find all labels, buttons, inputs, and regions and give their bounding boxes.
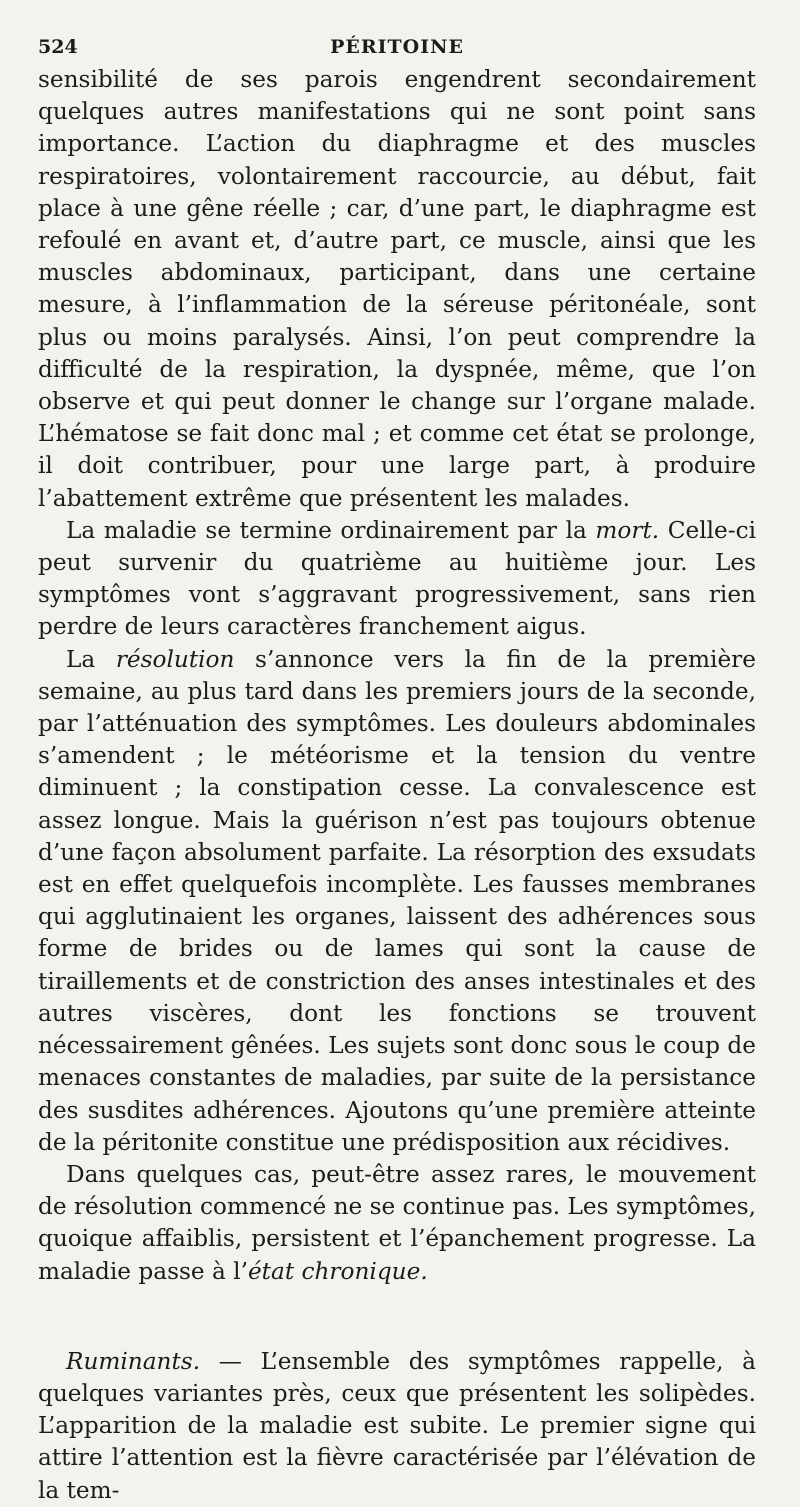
italic-heading-ruminants: Ruminants. [66, 1347, 201, 1375]
page-number: 524 [38, 36, 78, 58]
text-segment: La [66, 645, 116, 673]
text-segment: — L’ensemble des symptômes rappelle, à quelques variantes près, ceux que présentent les solipèdes. L’apparition de la maladie est subite. Le premier signe qui attire l’attention est la fièvre caractérisée par l’élévation de la tem- [38, 1347, 756, 1504]
paragraph-resolution [38, 644, 756, 1159]
text-segment: Dans quelques cas, peut-être assez rares, le mouvement de résolution commencé ne se continue pas. Les symptômes, quoique affaiblis, persistent et l’épanchement progresse. La maladie passe à l’ [38, 1160, 756, 1285]
paragraph-symptoms-respiration [38, 64, 756, 515]
italic-term-mort: mort. [595, 516, 660, 544]
paragraph-ruminants [38, 1346, 756, 1507]
body-text [38, 64, 756, 1507]
paragraph-death [38, 515, 756, 644]
running-title: PÉRITOINE [330, 36, 464, 58]
text-segment: La maladie se termine ordinairement par la [66, 516, 596, 544]
running-head [38, 30, 756, 64]
italic-term-resolution: résolution [115, 645, 235, 673]
text-segment: sensibilité de ses parois engendrent secondairement quelques autres manifestations qui ne sont point sans importance. L’action du diaphragme et des muscles respiratoires, volontairement raccourcie, au début, fait place à une gêne réelle ; car, d’une part, le diaphragme est refoulé en avant et, d’autre part, ce muscle, ainsi que les muscles abdominaux, participant, dans une certaine mesure, à l’inflammation de la séreuse péritonéale, sont plus ou moins paralysés. Ainsi, l’on peut comprendre la difficulté de la respiration, la dyspnée, même, que l’on observe et qui peut donner le change sur l’organe malade. L’hématose se fait donc mal ; et comme cet état se prolonge, il doit contribuer, pour une large part, à produire l’abattement extrême que présentent les malades. [38, 66, 756, 512]
text-segment: s’annonce vers la fin de la première semaine, au plus tard dans les premiers jours de la seconde, par l’atténuation des symptômes. Les douleurs abdominales s’amendent ; le météorisme et la tension du ventre diminuent ; la constipation cesse. La convalescence est assez longue. Mais la guérison n’est pas toujours obtenue d’une façon absolument parfaite. La résorption des exsudats est en effet quelquefois incomplète. Les fausses membranes qui agglutinaient les organes, laissent des adhérences sous forme de brides ou de lames qui sont la cause de tiraillements et de constriction des anses intestinales et des autres viscères, dont les fonctions se trouvent nécessairement gênées. Les sujets sont donc sous le coup de menaces constantes de maladies, par suite de la persistance des susdites adhérences. Ajoutons qu’une première atteinte de la péritonite constitue une prédisposition aux récidives. [38, 645, 756, 1156]
italic-term-etat-chronique: état chronique. [247, 1257, 428, 1285]
paragraph-chronic-state [38, 1159, 756, 1288]
text-segment: Celle-ci peut survenir du quatrième au huitième jour. Les symptômes vont s’aggravant progressivement, sans rien perdre de leurs caractères franchement aigus. [38, 516, 756, 641]
